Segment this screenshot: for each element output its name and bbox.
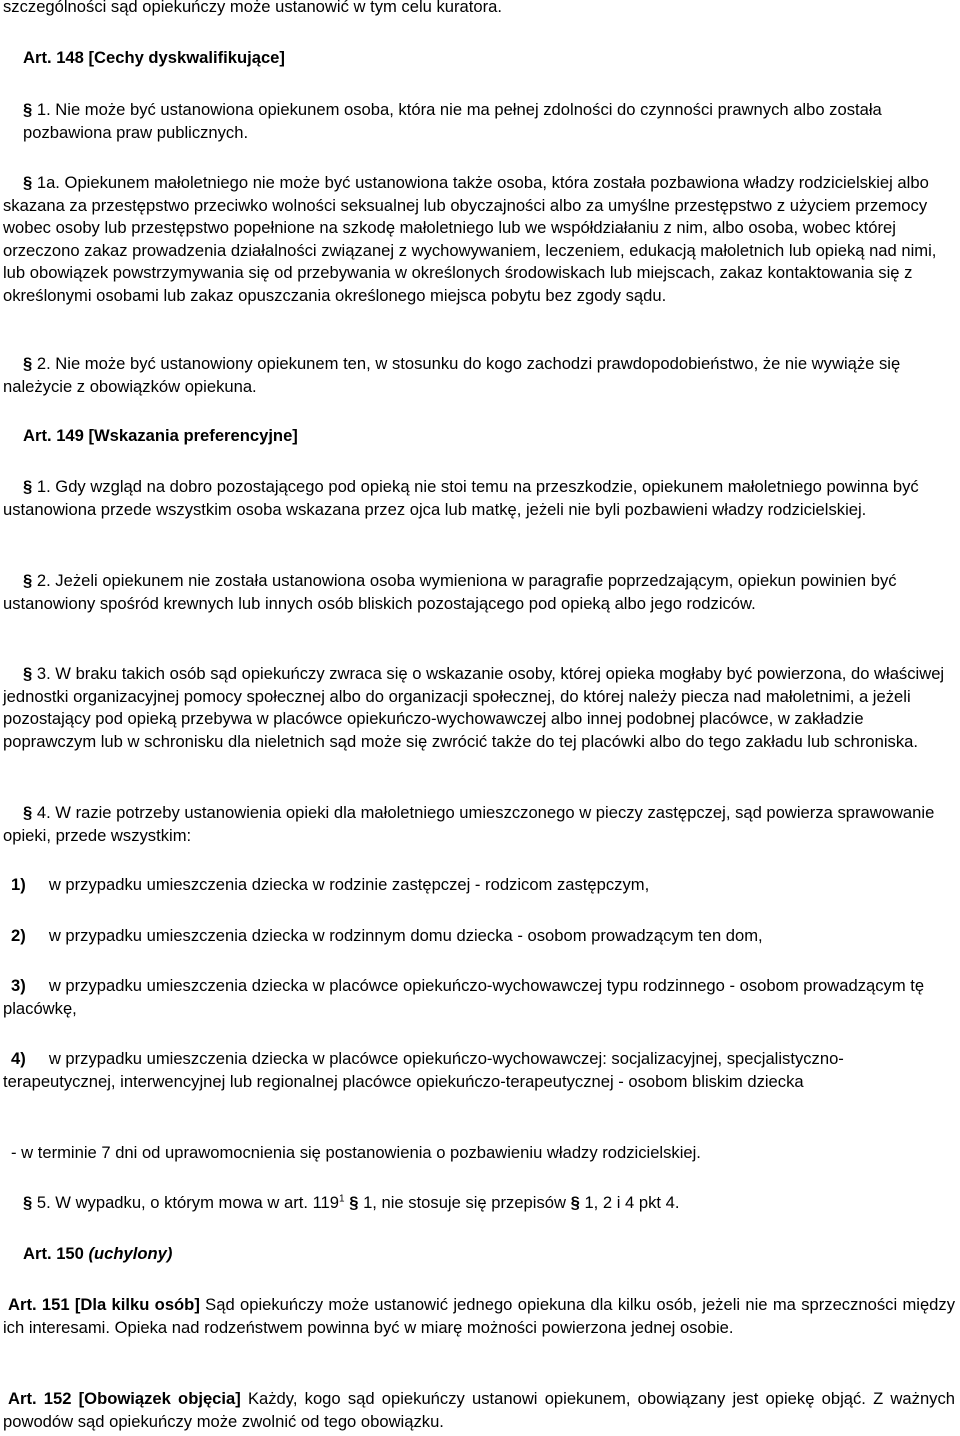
list-item: 3) w przypadku umieszczenia dziecka w placówce opiekuńczo-wychowawczej typu rodzinnego - osobom prowadzącym tę placówkę,	[3, 976, 925, 1018]
art149-par4: § 4. W razie potrzeby ustanowienia opieki dla małoletniego umieszczonego w pieczy zastępczej, sąd powierza sprawowanie opieki, przede wszystkim:	[3, 803, 935, 845]
art149-par1: § 1. Gdy wzgląd na dobro pozostającego pod opieką nie stoi temu na przeszkodzie, opiekunem małoletniego powinna być ustanowiona przede wszystkim osoba wskazana przez ojca lub matkę, jeżeli nie byli pozbawieni władzy rodzicielskiej.	[3, 477, 919, 519]
art149-heading: Art. 149 [Wskazania preferencyjne]	[23, 426, 298, 445]
art149-par3: § 3. W braku takich osób sąd opiekuńczy zwraca się o wskazanie osoby, której opieka mogłaby być powierzona, do właściwej jednostki organizacyjnej pomocy społecznej albo do organizacji społecznej, do której należy piecza nad małoletnimi, a jeżeli pozostający pod opieką przebywa w placówce opiekuńczo-wychowawczej albo innej podobnej placówce, w zakładzie poprawczym lub w schronisku dla nieletnich sąd może się zwrócić także do tej placówki albo do tego zakładu lub schroniska.	[3, 664, 945, 751]
intro-text: szczególności sąd opiekuńczy może ustanowić w tym celu kuratora.	[3, 0, 502, 16]
section-sign: §	[23, 571, 37, 590]
section-sign: §	[23, 803, 37, 822]
section-sign: §	[23, 354, 37, 373]
list-item: 1) w przypadku umieszczenia dziecka w rodzinie zastępczej - rodzicom zastępczym,	[11, 875, 650, 894]
section-sign: §	[23, 664, 37, 683]
deadline-text: - w terminie 7 dni od uprawomocnienia się postanowienia o pozbawieniu władzy rodzicielskiej.	[11, 1143, 701, 1162]
art148-par1: § 1. Nie może być ustanowiona opiekunem osoba, która nie ma pełnej zdolności do czynności prawnych albo została pozbawiona praw publicznych.	[23, 100, 882, 142]
list-item: 4) w przypadku umieszczenia dziecka w placówce opiekuńczo-wychowawczej: socjalizacyjnej, specjalistyczno-terapeutycznej, interwencyjnej lub regionalnej placówce opiekuńczo-terapeutycznej - osobom bliskim dziecka	[3, 1049, 844, 1091]
art152-paragraph: Art. 152 [Obowiązek objęcia] Każdy, kogo sąd opiekuńczy ustanowi opiekunem, obowiązany jest opiekę objąć. Z ważnych powodów sąd opiekuńczy może zwolnić od tego obowiązku.	[3, 1389, 955, 1431]
section-sign: §	[23, 173, 37, 192]
section-sign: §	[23, 477, 37, 496]
art149-par5: § 5. W wypadku, o którym mowa w art. $119^1$ § 1, nie stosuje się przepisów § 1, 2 i 4 pkt 4.	[23, 1193, 680, 1212]
section-sign: §	[23, 100, 37, 119]
art151-paragraph: Art. 151 [Dla kilku osób] Sąd opiekuńczy może ustanowić jednego opiekuna dla kilku osób, jeżeli nie ma sprzeczności między ich interesami. Opieka nad rodzeństwem powinna być w miarę możności powierzona jednej osobie.	[3, 1295, 956, 1337]
art148-par1a: § 1a. Opiekunem małoletniego nie może być ustanowiona także osoba, która została pozbawiona władzy rodzicielskiej albo skazana za przestępstwo przeciwko wolności seksualnej lub obyczajności albo za umyślne przestępstwo z użyciem przemocy wobec osoby lub przestępstwo popełnione na szkodę małoletniego lub we współdziałaniu z nim, albo osoba, wobec której orzeczono zakaz prowadzenia działalności związanej z wychowywaniem, leczeniem, edukacją małoletnich lub opieką nad nimi, lub obowiązek powstrzymywania się od przebywania w określonych środowiskach lub miejscach, zakaz kontaktowania się z określonymi osobami lub zakaz opuszczania określonego miejsca pobytu bez zgody sądu.	[3, 173, 937, 305]
art148-par2: § 2. Nie może być ustanowiony opiekunem ten, w stosunku do kogo zachodzi prawdopodobieństwo, że nie wywiąże się należycie z obowiązków opiekuna.	[3, 354, 901, 396]
art150-heading: Art. 150 (uchylony)	[23, 1244, 173, 1263]
art148-heading: Art. 148 [Cechy dyskwalifikujące]	[23, 48, 285, 67]
list-item: 2) w przypadku umieszczenia dziecka w rodzinnym domu dziecka - osobom prowadzącym ten dom,	[11, 926, 763, 945]
section-sign: §	[23, 1193, 37, 1212]
art149-par2: § 2. Jeżeli opiekunem nie została ustanowiona osoba wymieniona w paragrafie poprzedzającym, opiekun powinien być ustanowiony spośród krewnych lub innych osób bliskich pozostającego pod opieką albo jego rodziców.	[3, 571, 897, 613]
